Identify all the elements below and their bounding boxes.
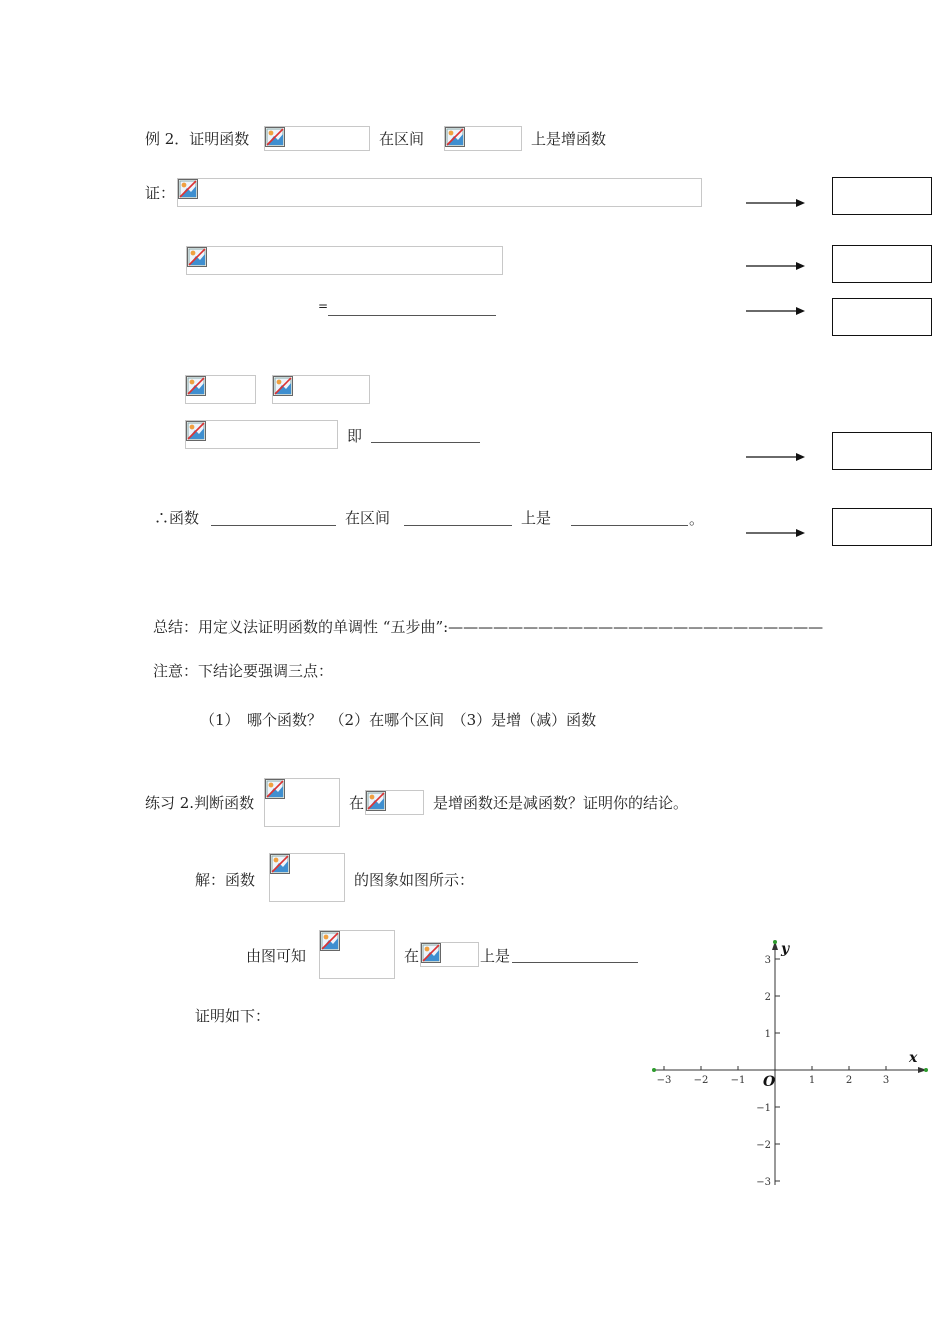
step-box-2[interactable] [832,245,932,283]
note-points: （1） 哪个函数？ （2）在哪个区间 （3）是增（减）函数 [200,711,597,729]
y-tick-label: −3 [756,1177,771,1188]
broken-image-icon [445,127,465,147]
step-box-5[interactable] [832,508,932,546]
broken-image-icon [320,931,340,951]
solution-suffix: 的图象如图所示： [354,871,475,889]
broken-image-icon [265,127,285,147]
conclusion-is: 上是 [521,509,552,527]
exercise-2-label: 练习 2.判断函数 [145,794,255,812]
graph-interval-placeholder [420,942,479,967]
conclusion-in-interval: 在区间 [345,509,391,527]
broken-image-icon [421,943,441,963]
fill-blank[interactable] [328,315,496,316]
origin-label: O [763,1074,776,1090]
x-tick-label: −3 [656,1075,672,1086]
arrow-right-icon [746,306,806,316]
broken-image-icon [270,854,290,874]
increasing-text: 上是增函数 [531,130,607,148]
from-graph-text: 由图可知 [246,947,307,965]
exercise-in: 在 [349,794,365,812]
y-tick-label: 3 [764,955,771,966]
step-box-1[interactable] [832,177,932,215]
y-tick-label: −1 [756,1103,771,1114]
exercise-question: 是增函数还是减函数？证明你的结论。 [433,794,689,812]
proof-step2-placeholder [186,246,503,275]
graph-answer-blank[interactable] [512,962,638,963]
ji-text: 即 [347,427,363,445]
x-tick-label: −1 [730,1075,746,1086]
arrow-right-icon [746,198,806,208]
arrow-right-icon [746,261,806,271]
graph-is: 上是 [480,947,511,965]
period: 。 [689,510,705,528]
broken-image-icon [273,376,293,396]
graph-formula-placeholder [319,930,395,979]
broken-image-icon [178,179,198,199]
equals-sign: = [318,299,329,313]
broken-image-icon [265,779,285,799]
x-axis-end-point [924,1068,928,1072]
x-tick-label: 1 [808,1075,816,1086]
therefore-text: ∴函数 [154,509,200,527]
x-tick-label: 2 [845,1075,853,1086]
x-tick-label: 3 [882,1075,890,1086]
interval-blank[interactable] [404,525,512,526]
y-axis-end-point [773,940,777,944]
broken-image-icon [187,247,207,267]
x-axis-start-point [652,1068,656,1072]
in-interval-text: 在区间 [379,130,425,148]
coordinate-axes-chart [640,930,940,1195]
exercise-formula-placeholder [264,778,340,827]
broken-image-icon [186,376,206,396]
y-axis-label: y [781,941,790,957]
x-tick-label: −2 [693,1075,709,1086]
step-box-3[interactable] [832,298,932,336]
solution-prefix: 解：函数 [195,871,256,889]
condition-placeholder-2 [272,375,370,404]
y-tick-label: −2 [756,1140,771,1151]
graph-in: 在 [404,947,420,965]
formula-image-placeholder [264,126,370,151]
monotonic-blank[interactable] [571,525,688,526]
solution-formula-placeholder [269,853,345,902]
proof-follows-text: 证明如下： [195,1007,271,1025]
exercise-interval-placeholder [365,790,424,815]
fill-blank[interactable] [371,442,480,443]
summary-text: 总结：用定义法证明函数的单调性 “五步曲”:————————————————————————— [153,618,824,636]
arrow-right-icon [746,452,806,462]
function-blank[interactable] [211,525,336,526]
proof-step1-placeholder [177,178,702,207]
proof-prefix: 证： [145,184,176,202]
y-tick-label: 2 [764,992,771,1003]
note-text: 注意：下结论要强调三点： [153,662,334,680]
proof-step3-placeholder [185,420,338,449]
x-axis-label: x [909,1050,918,1066]
broken-image-icon [366,791,386,811]
arrow-right-icon [746,528,806,538]
broken-image-icon [186,421,206,441]
condition-placeholder-1 [185,375,256,404]
y-tick-label: 1 [764,1029,771,1040]
example-2-label: 例 2．证明函数 [145,130,250,148]
step-box-4[interactable] [832,432,932,470]
interval-image-placeholder [444,126,522,151]
